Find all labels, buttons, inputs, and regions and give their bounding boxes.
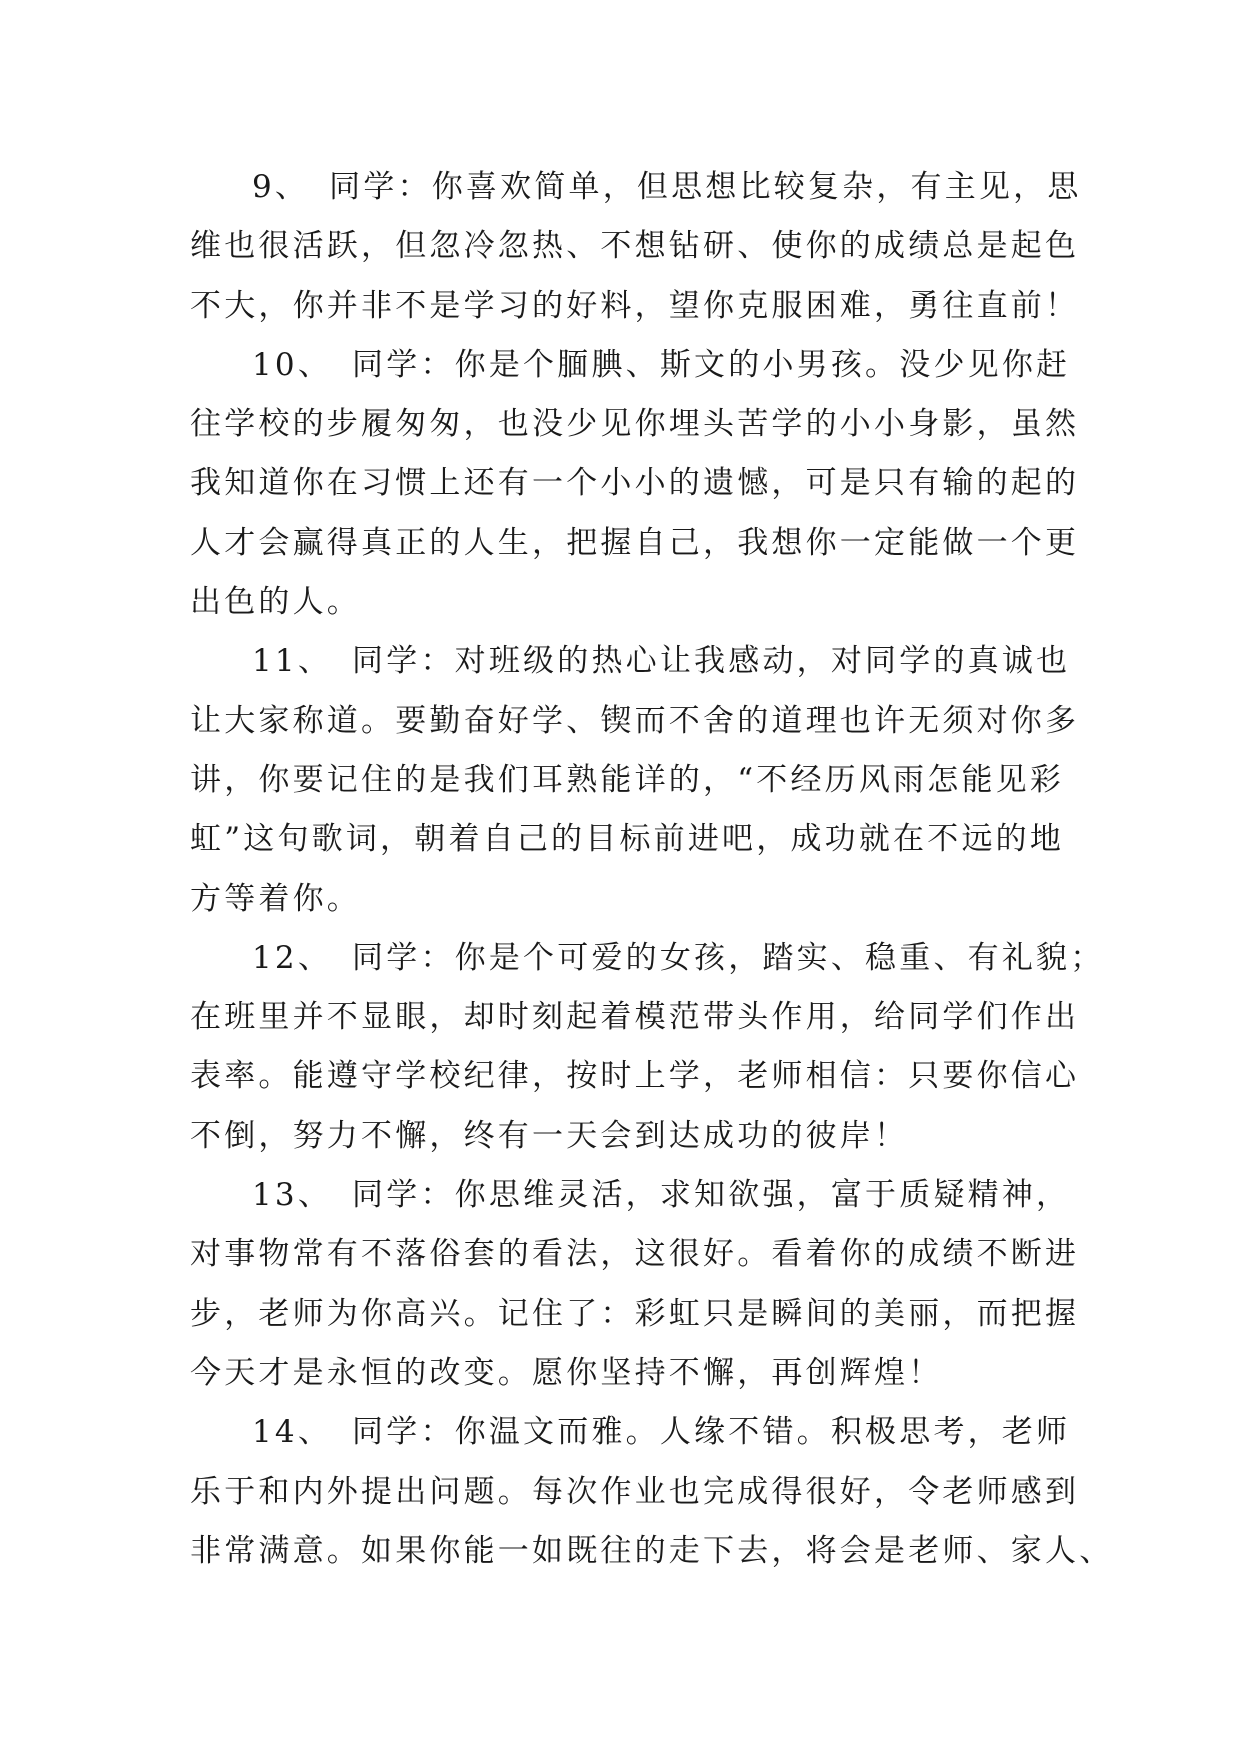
entry-text: 同学：你思维灵活，求知欲强，富于质疑精神，	[352, 1177, 1071, 1214]
entry-text: 同学：对班级的热心让我感动，对同学的真诚也	[352, 643, 1071, 680]
entry-11-line-5: 方等着你。	[190, 880, 361, 917]
entry-10-line-4: 人才会赢得真正的人生，把握自己，我想你一定能做一个更	[190, 524, 1080, 561]
entry-9-line-2: 维也很活跃，但忽冷忽热、不想钻研、使你的成绩总是起色	[190, 228, 1080, 265]
entry-11-line-3: 讲，你要记住的是我们耳熟能详的，“不经历风雨怎能见彩	[190, 761, 1065, 798]
entry-14-line-3: 非常满意。如果你能一如既往的走下去，将会是老师、家人、	[190, 1532, 1114, 1569]
entry-10-line-5: 出色的人。	[190, 584, 361, 621]
entry-10-line-3: 我知道你在习惯上还有一个小小的遗憾，可是只有输的起的	[190, 465, 1080, 502]
entry-number: 11、	[252, 643, 333, 680]
entry-11-line-1	[190, 632, 1071, 691]
entry-text: 同学：你是个腼腆、斯文的小男孩。没少见你赶	[352, 346, 1071, 383]
entry-12-line-3: 表率。能遵守学校纪律，按时上学，老师相信：只要你信心	[190, 1058, 1080, 1095]
entry-9-line-1	[190, 158, 1082, 217]
entry-number: 10、	[252, 346, 333, 383]
entry-13-line-3: 步，老师为你高兴。记住了：彩虹只是瞬间的美丽，而把握	[190, 1295, 1080, 1332]
entry-13-line-4: 今天才是永恒的改变。愿你坚持不懈，再创辉煌！	[190, 1354, 943, 1391]
entry-text: 同学：你是个可爱的女孩，踏实、稳重、有礼貌；	[352, 939, 1105, 976]
entry-13-line-2: 对事物常有不落俗套的看法，这很好。看着你的成绩不断进	[190, 1236, 1080, 1273]
document-body	[190, 158, 1114, 1581]
entry-14-line-1	[190, 1403, 1071, 1462]
entry-number: 14、	[252, 1414, 333, 1451]
entry-11-line-2: 让大家称道。要勤奋好学、锲而不舍的道理也许无须对你多	[190, 702, 1080, 739]
entry-10-line-1	[190, 336, 1071, 395]
entry-number: 12、	[252, 939, 333, 976]
entry-number: 9、	[252, 169, 310, 205]
entry-number: 13、	[252, 1177, 333, 1214]
entry-9-line-3: 不大，你并非不是学习的好料，望你克服困难，勇往直前！	[190, 287, 1080, 324]
entry-11-line-4: 虹”这句歌词，朝着自己的目标前进吧，成功就在不远的地	[190, 821, 1065, 858]
entry-13-line-1	[190, 1166, 1071, 1225]
entry-12-line-1	[190, 929, 1105, 988]
entry-text: 同学：你温文而雅。人缘不错。积极思考，老师	[352, 1414, 1071, 1451]
entry-12-line-2: 在班里并不显眼，却时刻起着模范带头作用，给同学们作出	[190, 999, 1080, 1036]
entry-10-line-2: 往学校的步履匆匆，也没少见你埋头苦学的小小身影，虽然	[190, 406, 1080, 443]
entry-12-line-4: 不倒，努力不懈，终有一天会到达成功的彼岸！	[190, 1117, 909, 1154]
entry-text: 同学：你喜欢简单，但思想比较复杂，有主见，思	[329, 169, 1082, 205]
entry-14-line-2: 乐于和内外提出问题。每次作业也完成得很好，令老师感到	[190, 1473, 1080, 1510]
